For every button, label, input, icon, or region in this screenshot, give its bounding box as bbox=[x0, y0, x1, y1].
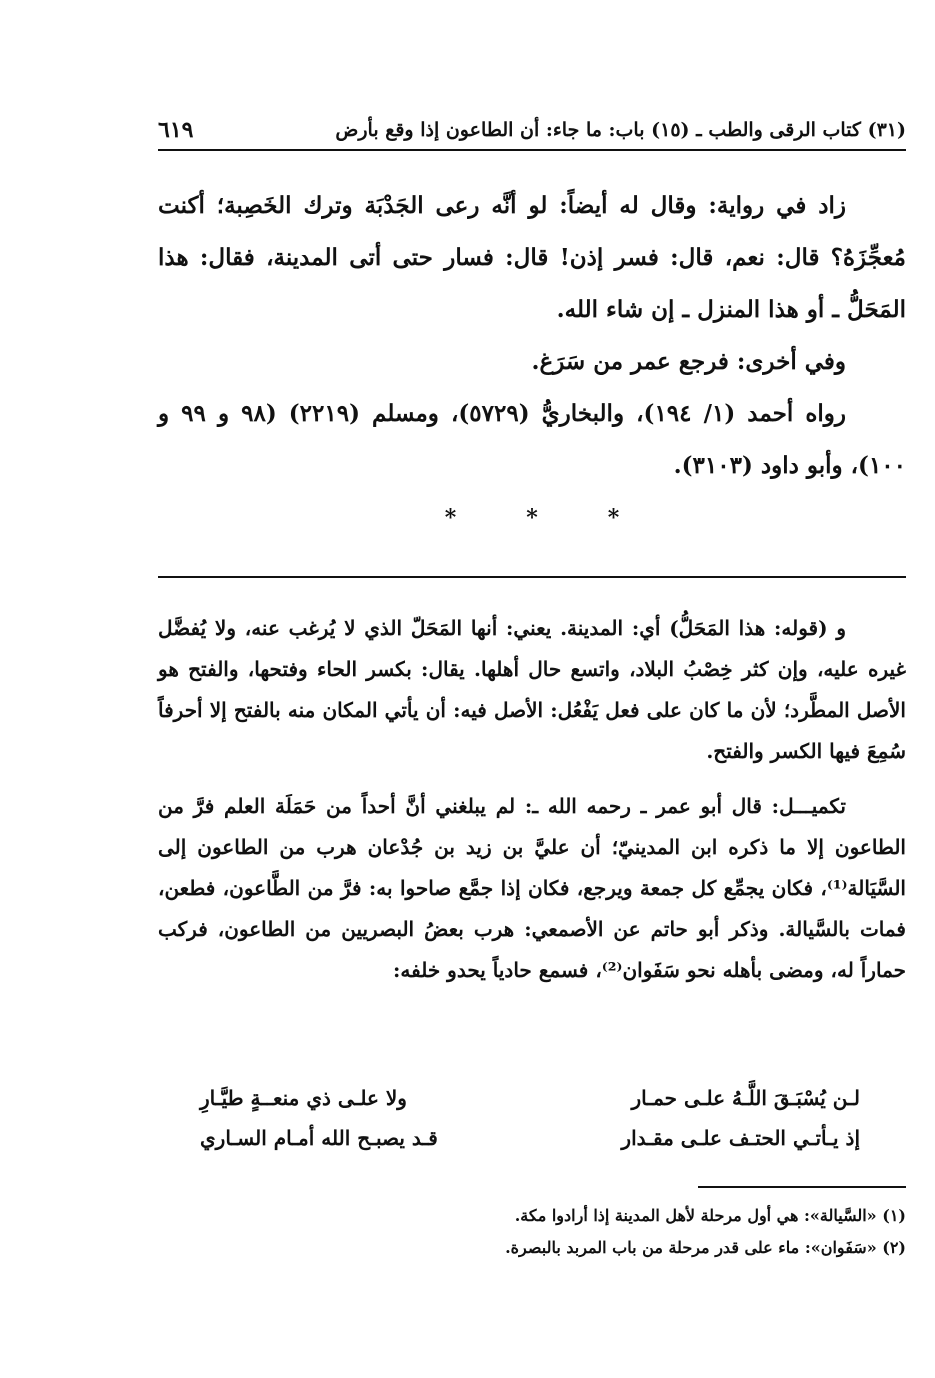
verse-line bbox=[200, 1118, 860, 1158]
footnotes bbox=[300, 1200, 906, 1264]
poem-verse bbox=[200, 1078, 860, 1158]
hadith-text bbox=[158, 180, 906, 492]
verse-second-hemistich: قـد يصبـح الله أمـام السـاري bbox=[200, 1126, 438, 1150]
verse-line bbox=[200, 1078, 860, 1118]
hadith-paragraph: زاد في رواية: وقال له أيضاً: لو أنَّه رعى الجَدْبَة وترك الخَصِبة؛ أكنت مُعجِّزَهُ؟ قال: نعم، قال: فسر إذن! قال: فسار حتى أتى المدينة، فقال: هذا المَحَلُّ ـ أو هذا المنزل ـ إن شاء الله. bbox=[158, 192, 906, 323]
verse-second-hemistich: ولا علـى ذي منعــةٍ طيَّـارِ bbox=[200, 1086, 407, 1110]
verse-first-hemistich: إذ يـأتـي الحتـف علـى مقـدار bbox=[621, 1126, 860, 1150]
verse-first-hemistich: لـن يُسْبَـقَ اللَّـهُ علـى حمـار bbox=[631, 1086, 860, 1110]
commentary-paragraph: و (قوله: هذا المَحَلُّ) أي: المدينة. يعني: أنها المَحَلّ الذي لا يُرغب عنه، ولا يُفضَّل غيره عليه، وإن كثر خِصْبُ البلاد، واتسع حال أهلها. يقال: بكسر الحاء وفتحها، والفتح هو الأصل المطَّرد؛ لأن ما كان على فعل يَفْعُل: الأصل فيه: أن يأتي المكان منه بالفتح إلا أحرفاً سُمِعَ فيها الكسر والفتح. bbox=[158, 616, 906, 763]
section-separator bbox=[158, 505, 906, 531]
footnote-rule bbox=[698, 1186, 906, 1188]
separator-star: * bbox=[526, 505, 538, 531]
page-header bbox=[158, 112, 906, 148]
hadith-paragraph: وفي أخرى: فرجع عمر من سَرَغ. bbox=[531, 348, 846, 375]
commentary-text bbox=[158, 608, 906, 991]
header-rule bbox=[158, 149, 906, 151]
commentary-paragraph: تكميـــل: قال أبو عمر ـ رحمه الله ـ: لم يبلغني أنَّ أحداً من حَمَلَة العلم فرَّ من الطاعون إلا ما ذكره ابن المدينيّ؛ أن عليَّ بن زيد بن جُدْعان هرب من الطاعون إلى السَّيَالة⁽¹⁾، فكان يجمِّع كل جمعة ويرجع، فكان إذا جمَّع صاحوا به: فرَّ من الطَّاعون، فطعن، فمات بالسَّيالة. وذكر أبو حاتم عن الأصمعي: هرب بعضُ البصريين من الطاعون، فركب حماراً له، ومضى بأهله نحو سَفَوان⁽²⁾، فسمع حادياً يحدو خلفه: bbox=[158, 794, 906, 982]
commentary-rule bbox=[158, 576, 906, 578]
page-number: ٦١٩ bbox=[158, 117, 194, 143]
hadith-paragraph: رواه أحمد (١/ ١٩٤)، والبخاريُّ (٥٧٢٩)، ومسلم (٢٢١٩) (٩٨ و ٩٩ و ١٠٠)، وأبو داود (٣١٠٣). bbox=[158, 400, 906, 479]
running-title: (٣١) كتاب الرقى والطب ـ (١٥) باب: ما جاء: أن الطاعون إذا وقع بأرض bbox=[335, 119, 906, 141]
separator-star: * bbox=[607, 505, 620, 531]
separator-star: * bbox=[444, 505, 457, 531]
footnote: (١) «السَّيالة»: هي أول مرحلة لأهل المدينة إذا أرادوا مكة. bbox=[514, 1206, 906, 1225]
footnote: (٢) «سَفَوان»: ماء على قدر مرحلة من باب المربد بالبصرة. bbox=[505, 1238, 906, 1257]
